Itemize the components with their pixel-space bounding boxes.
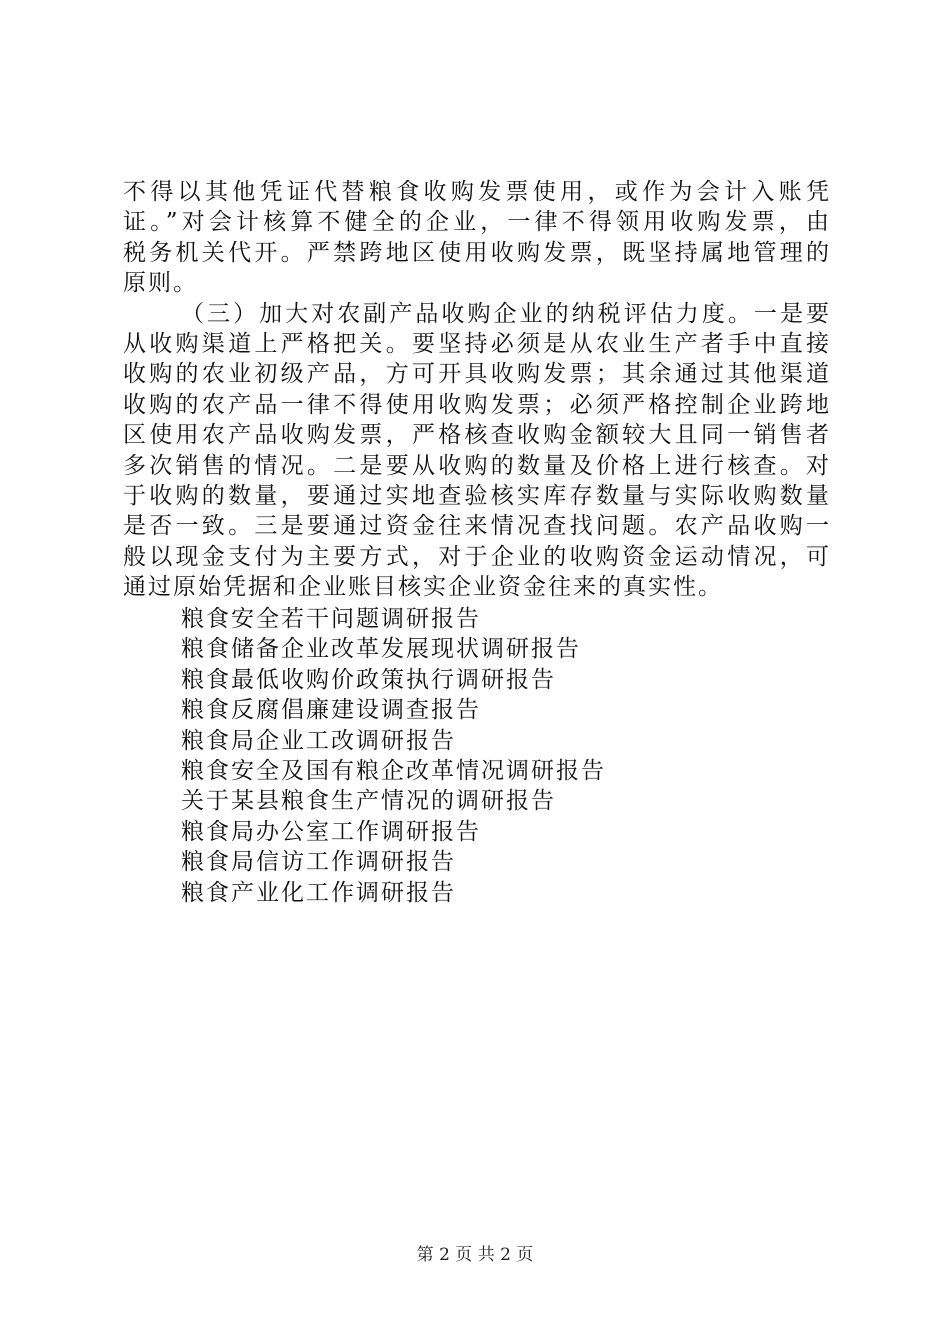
paragraph-line: 是否一致。三是要通过资金往来情况查找问题。农产品收购一 [123, 513, 829, 540]
related-report-link[interactable]: 粮食局办公室工作调研报告 [181, 818, 481, 845]
paragraph-line: 不得以其他凭证代替粮食收购发票使用，或作为会计入账凭 [123, 179, 829, 205]
related-report-link[interactable]: 粮食最低收购价政策执行调研报告 [181, 666, 556, 693]
paragraph-line: 区使用农产品收购发票，严格核查收购金额较大且同一销售者 [123, 422, 829, 449]
related-report-link[interactable]: 粮食产业化工作调研报告 [181, 879, 456, 906]
paragraph-line: 收购的农业初级产品，方可开具收购发票；其余通过其他渠道 [123, 361, 829, 388]
paragraph-line: 般以现金支付为主要方式，对于企业的收购资金运动情况，可 [123, 543, 829, 570]
document-body [123, 177, 829, 602]
paragraph-line: 从收购渠道上严格把关。要坚持必须是从农业生产者手中直接 [123, 330, 829, 357]
paragraph-line: 证。”对会计核算不健全的企业，一律不得领用收购发票，由 [123, 209, 829, 236]
related-report-link[interactable]: 粮食安全若干问题调研报告 [181, 606, 481, 632]
paragraph-line: 税务机关代开。严禁跨地区使用收购发票，既坚持属地管理的 [123, 239, 829, 266]
related-report-link[interactable]: 粮食局企业工改调研报告 [181, 727, 456, 754]
paragraph-line: （三）加大对农副产品收购企业的纳税评估力度。一是要 [181, 300, 829, 327]
paragraph-line: 于收购的数量，要通过实地查验核实库存数量与实际收购数量 [123, 482, 829, 509]
paragraph-line: 通过原始凭据和企业账目核实企业资金往来的真实性。 [123, 574, 723, 601]
paragraph-line: 多次销售的情况。二是要从收购的数量及价格上进行核查。对 [123, 452, 829, 479]
related-report-link[interactable]: 粮食储备企业改革发展现状调研报告 [181, 636, 581, 663]
paragraph-line: 收购的农产品一律不得使用收购发票；必须严格控制企业跨地 [123, 391, 829, 418]
related-report-link[interactable]: 关于某县粮食生产情况的调研报告 [181, 788, 556, 815]
related-report-link[interactable]: 粮食反腐倡廉建设调查报告 [181, 697, 481, 724]
related-report-link[interactable]: 粮食局信访工作调研报告 [181, 849, 456, 876]
related-report-link[interactable]: 粮食安全及国有粮企改革情况调研报告 [181, 757, 606, 784]
related-reports-list [181, 604, 606, 908]
page-footer: 第 2 页 共 2 页 [416, 1245, 534, 1265]
paragraph-line: 原则。 [123, 270, 198, 297]
